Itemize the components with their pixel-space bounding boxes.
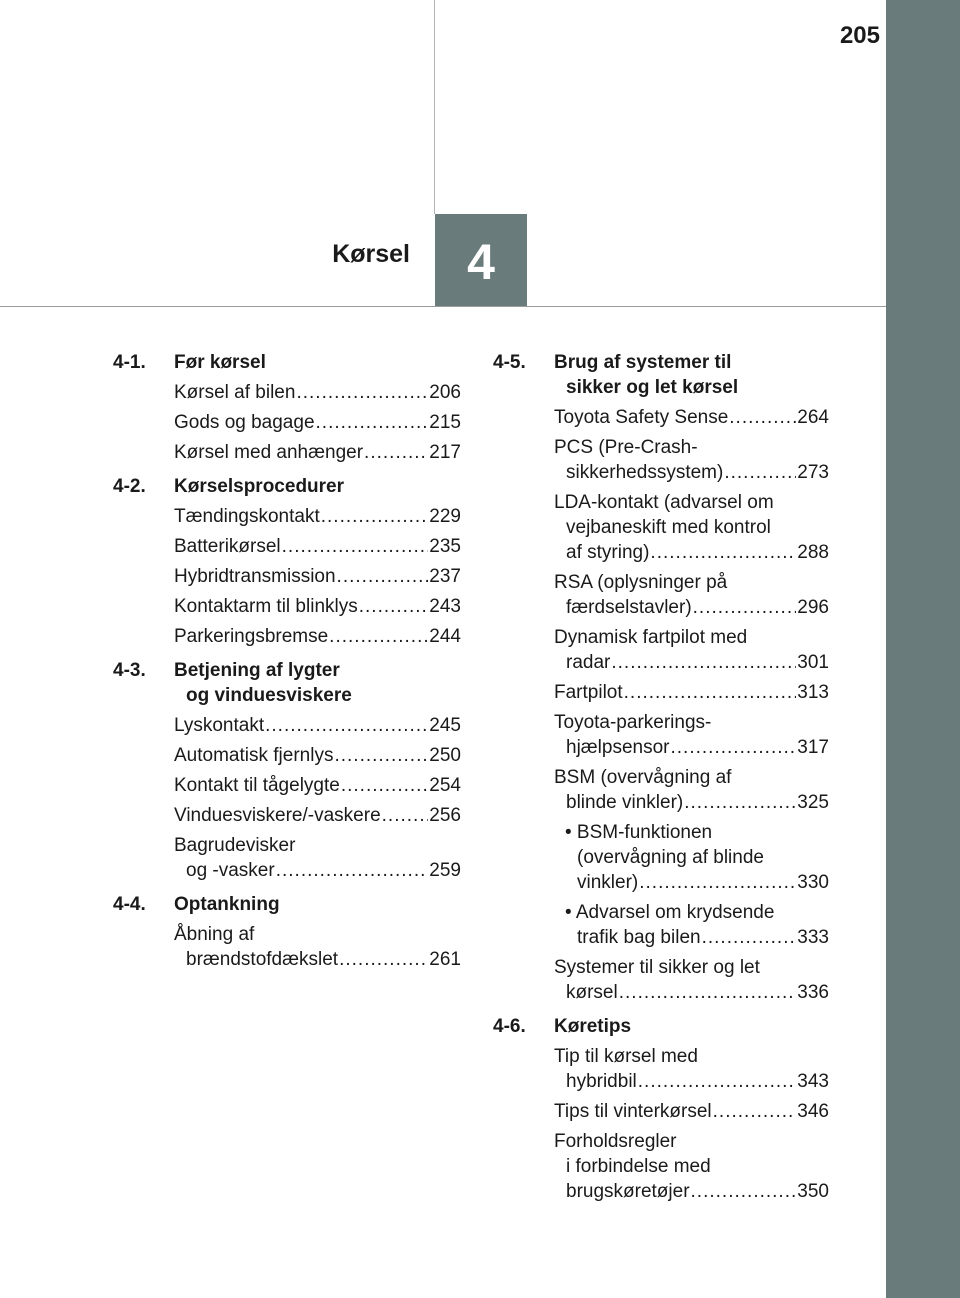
entry-line [554,735,829,760]
toc-entry[interactable] [113,534,461,559]
section-heading [493,1014,829,1039]
entry-page-number: 336 [797,982,829,1003]
entry-text: kørsel [566,982,618,1003]
entry-text: Gods og bagage [174,412,315,433]
toc-section [113,892,461,972]
entry-text: færdselstavler) [566,597,692,618]
entry-line [554,1179,829,1204]
entry-text: og -vasker [186,860,275,881]
entry-line [554,625,829,650]
entry-text: RSA (oplysninger på [554,572,728,593]
entry-line [174,504,461,529]
dot-leader [321,504,429,529]
entry-page-number: 333 [797,927,829,948]
chapter-sidebar-tab [886,0,960,1298]
entry-line [174,833,461,858]
entry-page-number: 296 [797,597,829,618]
entry-page-number: 256 [429,805,461,826]
entry-text: PCS (Pre-Crash- [554,437,698,458]
chapter-title: Kørsel [332,240,410,268]
entry-text: Parkeringsbremse [174,626,329,647]
entry-line [554,845,829,870]
section-heading [113,350,461,375]
entry-text: vinkler) [577,872,639,893]
toc-entry[interactable] [493,680,829,705]
entry-text: hjælpsensor [566,737,670,758]
entry-page-number: 237 [429,566,461,587]
section-title: Køretips [554,1016,632,1037]
entry-line [554,710,829,735]
entry-line [554,490,829,515]
dot-leader [713,1099,797,1124]
entry-line [554,1129,829,1154]
toc-entry[interactable] [493,765,829,815]
entry-text: • Advarsel om krydsende [565,902,775,923]
toc-entry[interactable] [493,955,829,1005]
toc-entry[interactable] [493,1099,829,1124]
toc-entry[interactable] [113,773,461,798]
entry-page-number: 235 [429,536,461,557]
section-title: Kørselsprocedurer [174,476,345,497]
entry-line [174,534,461,559]
dot-leader [724,460,796,485]
dot-leader [691,1179,797,1204]
entry-text: blinde vinkler) [566,792,684,813]
entry-text: Batterikørsel [174,536,281,557]
dot-leader [624,680,797,705]
entry-line [554,405,829,430]
dot-leader [316,410,429,435]
toc-entry[interactable] [113,624,461,649]
dot-leader [296,380,428,405]
toc-entry[interactable] [113,594,461,619]
section-title: Før kørsel [174,352,266,373]
entry-line [174,564,461,589]
section-number: 4-4. [113,894,146,915]
entry-line [554,1099,829,1124]
toc-entry[interactable] [493,1044,829,1094]
entry-text: Dynamisk fartpilot med [554,627,748,648]
toc-entry[interactable] [493,1129,829,1204]
entry-page-number: 259 [429,860,461,881]
toc-entry[interactable] [493,490,829,565]
toc-entry[interactable] [113,440,461,465]
horizontal-rule [0,306,886,307]
dot-leader [341,773,428,798]
dot-leader [265,713,428,738]
entry-page-number: 206 [429,382,461,403]
entry-line [554,1069,829,1094]
entry-text: hybridbil [566,1071,637,1092]
toc-entry[interactable] [493,435,829,485]
section-heading [113,658,461,708]
section-heading [113,474,461,499]
entry-page-number: 325 [797,792,829,813]
entry-line [554,435,829,460]
entry-page-number: 264 [797,407,829,428]
entry-page-number: 229 [429,506,461,527]
entry-text: Forholdsregler [554,1131,677,1152]
entry-line [554,765,829,790]
toc-entry[interactable] [113,504,461,529]
entry-line [174,380,461,405]
entry-line [174,624,461,649]
entry-text: • BSM-funktionen [565,822,713,843]
entry-page-number: 313 [797,682,829,703]
vertical-rule [434,0,435,214]
entry-text: Vinduesviskere/-vaskere [174,805,381,826]
section-title: Brug af systemer til [554,352,732,373]
entry-text: Kontaktarm til blinklys [174,596,358,617]
entry-line [554,925,829,950]
entry-text: Bagrudevisker [174,835,296,856]
toc-entry[interactable] [113,803,461,828]
dot-leader [729,405,796,430]
entry-text: BSM (overvågning af [554,767,732,788]
toc-entry[interactable] [113,380,461,405]
entry-text: (overvågning af blinde [577,847,764,868]
dot-leader [329,624,428,649]
dot-leader [382,803,429,828]
toc-entry[interactable] [493,570,829,620]
entry-text: Tips til vinterkørsel [554,1101,712,1122]
section-number: 4-3. [113,660,146,681]
entry-text: Automatisk fjernlys [174,745,334,766]
entry-line [174,858,461,883]
entry-page-number: 244 [429,626,461,647]
toc-section [113,658,461,883]
dot-leader [337,564,429,589]
section-number: 4-6. [493,1016,526,1037]
section-number: 4-5. [493,352,526,373]
entry-text: Tip til kørsel med [554,1046,698,1067]
toc-entry[interactable] [113,564,461,589]
entry-line [554,680,829,705]
entry-line [554,955,829,980]
entry-text: brændstofdækslet [186,949,339,970]
dot-leader [334,743,428,768]
toc-entry[interactable] [493,710,829,760]
toc-entry[interactable] [493,900,829,950]
dot-leader [339,947,428,972]
dot-leader [364,440,428,465]
entry-line [174,743,461,768]
entry-line [174,803,461,828]
dot-leader [650,540,796,565]
entry-line [554,820,829,845]
section-number: 4-1. [113,352,146,373]
entry-text: Åbning af [174,924,255,945]
entry-text: brugskøretøjer [566,1181,690,1202]
entry-line [174,773,461,798]
section-title: og vinduesviskere [186,685,352,706]
entry-page-number: 317 [797,737,829,758]
entry-page-number: 250 [429,745,461,766]
entry-page-number: 217 [429,442,461,463]
entry-page-number: 243 [429,596,461,617]
page-number: 205 [839,22,880,49]
dot-leader [282,534,429,559]
toc-entry[interactable] [113,713,461,738]
entry-line [554,540,829,565]
section-number: 4-2. [113,476,146,497]
entry-text: Hybridtransmission [174,566,336,587]
entry-line [554,570,829,595]
toc-section [493,350,829,1005]
entry-text: sikkerhedssystem) [566,462,724,483]
entry-line [554,595,829,620]
entry-page-number: 346 [797,1101,829,1122]
dot-leader [359,594,429,619]
entry-text: i forbindelse med [566,1156,711,1177]
entry-page-number: 288 [797,542,829,563]
entry-page-number: 330 [797,872,829,893]
entry-text: Kontakt til tågelygte [174,775,340,796]
entry-text: Tændingskontakt [174,506,320,527]
toc-entry[interactable] [493,625,829,675]
toc-left-column [113,350,461,981]
entry-page-number: 261 [429,949,461,970]
entry-line [174,922,461,947]
entry-text: vejbaneskift med kontrol [566,517,771,538]
entry-text: Systemer til sikker og let [554,957,760,978]
section-title: Optankning [174,894,280,915]
entry-line [554,650,829,675]
dot-leader [611,650,796,675]
entry-text: trafik bag bilen [577,927,701,948]
dot-leader [276,858,429,883]
entry-text: Toyota-parkerings- [554,712,712,733]
section-title: Betjening af lygter [174,660,340,681]
entry-line [174,594,461,619]
toc-section [113,474,461,649]
entry-text: Kørsel af bilen [174,382,296,403]
chapter-number-box: 4 [435,214,527,306]
toc-entry[interactable] [493,405,829,430]
entry-page-number: 215 [429,412,461,433]
dot-leader [638,1069,797,1094]
entry-line [554,870,829,895]
entry-line [174,440,461,465]
entry-page-number: 350 [797,1181,829,1202]
toc-section [113,350,461,465]
toc-entry[interactable] [493,820,829,895]
entry-page-number: 301 [797,652,829,673]
entry-text: Toyota Safety Sense [554,407,729,428]
entry-line [554,515,829,540]
entry-page-number: 343 [797,1071,829,1092]
entry-text: LDA-kontakt (advarsel om [554,492,774,513]
section-heading [493,350,829,400]
entry-text: Fartpilot [554,682,623,703]
entry-line [174,947,461,972]
entry-line [554,790,829,815]
toc-entry[interactable] [113,743,461,768]
toc-right-column [493,350,829,1213]
toc-entry[interactable] [113,922,461,972]
entry-line [554,900,829,925]
toc-entry[interactable] [113,410,461,435]
entry-line [554,1154,829,1179]
section-title: sikker og let kørsel [566,377,739,398]
entry-line [554,460,829,485]
toc-section [493,1014,829,1204]
entry-page-number: 273 [797,462,829,483]
dot-leader [693,595,797,620]
entry-text: Kørsel med anhænger [174,442,364,463]
entry-line [174,713,461,738]
entry-text: af styring) [566,542,650,563]
entry-line [554,1044,829,1069]
entry-page-number: 254 [429,775,461,796]
entry-line [174,410,461,435]
toc-entry[interactable] [113,833,461,883]
entry-page-number: 245 [429,715,461,736]
dot-leader [639,870,796,895]
dot-leader [671,735,797,760]
section-heading [113,892,461,917]
entry-line [554,980,829,1005]
dot-leader [684,790,796,815]
dot-leader [619,980,797,1005]
entry-text: radar [566,652,611,673]
entry-text: Lyskontakt [174,715,265,736]
dot-leader [702,925,797,950]
